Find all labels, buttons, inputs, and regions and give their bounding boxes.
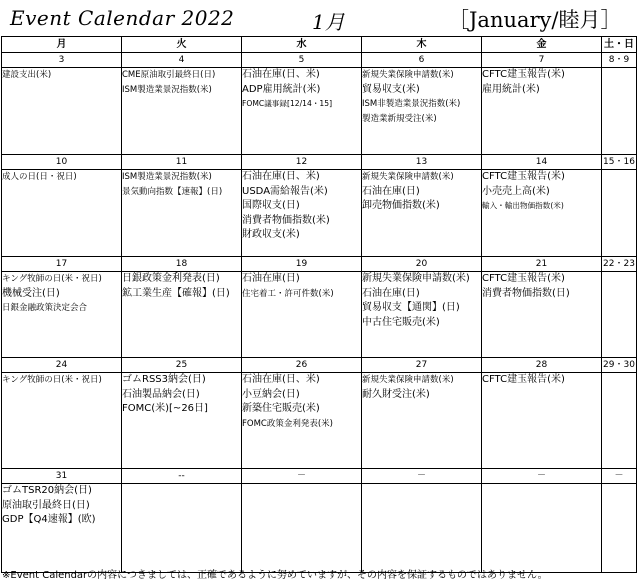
day-cell (602, 68, 637, 155)
day-cell (242, 484, 362, 573)
day-number: 24 (2, 358, 122, 373)
month-english-label: ［January/睦月］ (448, 8, 622, 32)
day-number: 13 (362, 155, 482, 170)
calendar-event: FOMC議事録[12/14・15] (242, 99, 333, 108)
day-cell (242, 272, 362, 358)
weekday-header-5: 土・日 (602, 37, 637, 53)
calendar-event: 日銀金融政策決定会合 (2, 303, 88, 313)
day-cell (242, 373, 362, 469)
day-cell (482, 272, 602, 358)
calendar-event: 機械受注(日) (2, 287, 60, 299)
day-number: 7 (482, 53, 602, 68)
day-number: 18 (122, 257, 242, 272)
week-date-row (2, 358, 637, 373)
calendar-event: 消費者物価指数(米) (242, 214, 330, 226)
day-cell (602, 373, 637, 469)
day-number: -- (122, 469, 242, 484)
calendar-event: 石油在庫(日) (362, 185, 420, 197)
day-number: 12 (242, 155, 362, 170)
calendar-event: 新規失業保険申請数(米) (362, 273, 470, 284)
day-cell (122, 484, 242, 573)
day-number: 3 (2, 53, 122, 68)
day-cell (122, 373, 242, 469)
calendar-event: ISM製造業景況指数(米) (122, 84, 212, 95)
day-number: 8・9 (602, 53, 637, 68)
calendar-event: 耐久財受注(米) (362, 388, 430, 400)
day-cell (122, 272, 242, 358)
day-cell (362, 373, 482, 469)
calendar-event: 輸入・輸出物価指数(米) (482, 201, 564, 210)
calendar-event: 石油在庫(日、米) (242, 69, 320, 80)
day-cell (362, 68, 482, 155)
calendar-event: 石油在庫(日、米) (242, 171, 320, 182)
calendar-event: 原油取引最終日(日) (2, 499, 90, 511)
calendar-event: ISM非製造業景況指数(米) (362, 99, 461, 109)
calendar-event: キング牧師の日(米・祝日) (2, 274, 102, 284)
calendar-event: 新規失業保険申請数(米) (362, 70, 454, 80)
calendar-event: 消費者物価指数(日) (482, 287, 570, 299)
day-number: 21 (482, 257, 602, 272)
day-cell (362, 170, 482, 257)
day-cell (482, 373, 602, 469)
calendar-event: CFTC建玉報告(米) (482, 273, 565, 284)
calendar-event: 貿易収支【通関】(日) (362, 302, 460, 313)
weekday-header-4: 金 (482, 37, 602, 53)
day-cell (2, 373, 122, 469)
calendar-event: CFTC建玉報告(米) (482, 374, 565, 385)
day-number: 11 (122, 155, 242, 170)
week-date-row (2, 469, 637, 484)
month-label: 1月 (312, 10, 345, 34)
calendar-event: 景気動向指数【速報】(日) (122, 186, 223, 197)
calendar-event: 新築住宅販売(米) (242, 403, 320, 414)
day-number: 6 (362, 53, 482, 68)
day-number: － (242, 469, 362, 484)
day-cell (242, 170, 362, 257)
day-number: 28 (482, 358, 602, 373)
calendar-event: 製造業新規受注(米) (362, 113, 437, 124)
day-cell (2, 484, 122, 573)
weekday-header-row (2, 37, 637, 53)
calendar-event: FOMC政策金利発表(米) (242, 418, 333, 429)
calendar-event: 小豆納会(日) (242, 388, 300, 400)
calendar-title: Event Calendar 2022 (10, 6, 235, 30)
day-cell (2, 170, 122, 257)
day-cell (602, 484, 637, 573)
day-number: 29・30 (602, 358, 637, 373)
week-date-row (2, 53, 637, 68)
week-events-row (2, 484, 637, 573)
calendar-event: FOMC(米)[~26日] (122, 403, 208, 414)
calendar-header (0, 0, 638, 36)
day-number: － (362, 469, 482, 484)
day-cell (362, 272, 482, 358)
calendar-event: 新規失業保険申請数(米) (362, 172, 454, 182)
calendar-event: キング牧師の日(米・祝日) (2, 375, 102, 385)
week-events-row (2, 170, 637, 257)
day-number: 5 (242, 53, 362, 68)
day-cell (122, 170, 242, 257)
calendar-event: 住宅着工・許可件数(米) (242, 288, 334, 299)
day-cell (242, 68, 362, 155)
day-number: 20 (362, 257, 482, 272)
day-cell (602, 170, 637, 257)
week-events-row (2, 373, 637, 469)
week-date-row (2, 155, 637, 170)
calendar-event: 石油在庫(日、米) (242, 374, 320, 385)
day-cell (602, 272, 637, 358)
calendar-event: CFTC建玉報告(米) (482, 171, 565, 182)
calendar-event: 日銀政策金利発表(日) (122, 273, 220, 284)
week-events-row (2, 68, 637, 155)
calendar-event: 石油製品納会(日) (122, 388, 200, 400)
calendar-event: 貿易収支(米) (362, 83, 420, 95)
calendar-event: 石油在庫(日) (242, 273, 300, 284)
calendar-event: 新規失業保険申請数(米) (362, 375, 454, 385)
day-number: － (482, 469, 602, 484)
day-number: 31 (2, 469, 122, 484)
day-number: 26 (242, 358, 362, 373)
weekday-header-2: 水 (242, 37, 362, 53)
calendar-event: 中古住宅販売(米) (362, 316, 440, 328)
day-cell (2, 68, 122, 155)
day-number: 15・16 (602, 155, 637, 170)
calendar-event: ISM製造業景況指数(米) (122, 172, 212, 182)
week-events-row (2, 272, 637, 358)
day-number: － (602, 469, 637, 484)
calendar-event: 建設支出(米) (2, 70, 52, 80)
week-date-row (2, 257, 637, 272)
calendar-event: USDA需給報告(米) (242, 185, 328, 197)
day-number: 25 (122, 358, 242, 373)
weekday-header-3: 木 (362, 37, 482, 53)
calendar-event: 成人の日(日・祝日) (2, 172, 77, 182)
event-calendar-table (1, 36, 637, 573)
calendar-event: ADP雇用統計(米) (242, 83, 321, 95)
day-number: 19 (242, 257, 362, 272)
calendar-event: 卸売物価指数(米) (362, 200, 440, 211)
day-cell (2, 272, 122, 358)
calendar-event: 石油在庫(日) (362, 287, 420, 299)
day-cell (362, 484, 482, 573)
day-number: 17 (2, 257, 122, 272)
calendar-event: CME原油取引最終日(日) (122, 70, 216, 80)
calendar-event: GDP【Q4速報】(欧) (2, 514, 96, 525)
calendar-event: 財政収支(米) (242, 229, 300, 240)
calendar-event: ゴムTSR20納会(日) (2, 485, 92, 496)
calendar-event: 小売売上高(米) (482, 185, 550, 197)
calendar-event: ゴムRSS3納会(日) (122, 374, 206, 385)
calendar-event: 雇用統計(米) (482, 83, 540, 95)
day-number: 10 (2, 155, 122, 170)
day-number: 14 (482, 155, 602, 170)
weekday-header-0: 月 (2, 37, 122, 53)
day-cell (482, 484, 602, 573)
day-number: 4 (122, 53, 242, 68)
day-cell (482, 170, 602, 257)
calendar-event: 鉱工業生産【確報】(日) (122, 287, 230, 299)
weekday-header-1: 火 (122, 37, 242, 53)
day-cell (122, 68, 242, 155)
calendar-event: 国際収支(日) (242, 200, 300, 211)
calendar-event: CFTC建玉報告(米) (482, 69, 565, 80)
day-cell (482, 68, 602, 155)
day-number: 22・23 (602, 257, 637, 272)
disclaimer-text: ※Event Calendarの内容につきましては、正確であるように努めていますが、その内容を保証するものではありません。 (2, 570, 548, 581)
day-number: 27 (362, 358, 482, 373)
